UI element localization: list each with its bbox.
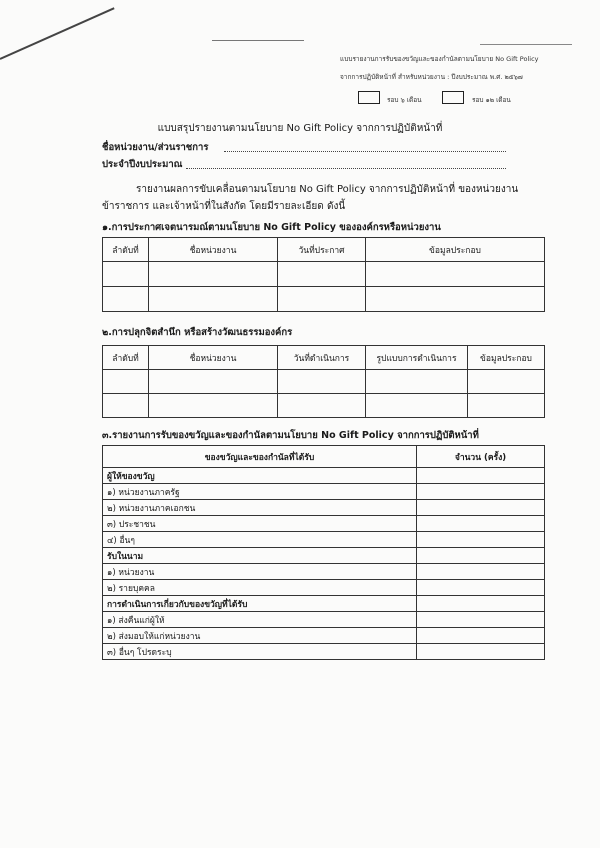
s1-col-date: วันที่ประกาศ bbox=[278, 238, 366, 262]
agency-field-line[interactable] bbox=[224, 151, 506, 152]
s3-col-gift: ของขวัญและของกำนัลที่ได้รับ bbox=[103, 446, 417, 468]
table-row bbox=[103, 532, 545, 548]
section2-heading: ๒.การปลุกจิตสำนึก หรือสร้างวัฒนธรรมองค์กร bbox=[102, 327, 293, 338]
s3-row-label: รับในนาม bbox=[103, 548, 417, 564]
s2-col-date: วันที่ดำเนินการ bbox=[278, 346, 366, 370]
header-line-2: จากการปฏิบัติหน้าที่ สำหรับหน่วยงาน : ปีงบประมาณ พ.ศ. ๒๕๖๗ bbox=[340, 73, 523, 81]
fiscal-field-line[interactable] bbox=[186, 168, 506, 169]
fiscal-field-label: ประจำปีงบประมาณ bbox=[102, 159, 183, 170]
s1-col-no: ลำดับที่ bbox=[103, 238, 149, 262]
table-row bbox=[103, 516, 545, 532]
table-row bbox=[103, 596, 545, 612]
round12-label: รอบ ๑๒ เดือน bbox=[472, 96, 511, 104]
round12-checkbox[interactable] bbox=[442, 91, 464, 104]
table-row bbox=[103, 484, 545, 500]
s1-col-agency: ชื่อหน่วยงาน bbox=[149, 238, 278, 262]
section1-table bbox=[102, 237, 545, 312]
intro-line-2: ข้าราชการ และเจ้าหน้าที่ในสังกัด โดยมีรายละเอียด ดังนี้ bbox=[102, 201, 346, 212]
top-rule-right bbox=[480, 44, 572, 45]
s2-col-format: รูปแบบการดำเนินการ bbox=[366, 346, 468, 370]
s3-row-label: ๒) หน่วยงานภาคเอกชน bbox=[103, 500, 417, 516]
s3-row-label: ๑) ส่งคืนแก่ผู้ให้ bbox=[103, 612, 417, 628]
section2-table bbox=[102, 345, 545, 418]
table-row bbox=[103, 580, 545, 596]
table-row bbox=[103, 548, 545, 564]
section1-heading: ๑.การประกาศเจตนารมณ์ตามนโยบาย No Gift Policy ขององค์กรหรือหน่วยงาน bbox=[102, 222, 441, 233]
s3-row-label: ๓) ประชาชน bbox=[103, 516, 417, 532]
table-row bbox=[103, 370, 545, 394]
s3-row-label: ๑) หน่วยงานภาครัฐ bbox=[103, 484, 417, 500]
s2-col-info: ข้อมูลประกอบ bbox=[468, 346, 545, 370]
table-row bbox=[103, 394, 545, 418]
table-row bbox=[103, 564, 545, 580]
s3-row-label: การดำเนินการเกี่ยวกับของขวัญที่ได้รับ bbox=[103, 596, 417, 612]
s3-row-label: ผู้ให้ของขวัญ bbox=[103, 468, 417, 484]
s1-col-info: ข้อมูลประกอบ bbox=[366, 238, 545, 262]
s3-col-count: จำนวน (ครั้ง) bbox=[417, 446, 545, 468]
header-line-1: แบบรายงานการรับของขวัญและของกำนัลตามนโยบาย No Gift Policy bbox=[340, 55, 539, 63]
table-row bbox=[103, 500, 545, 516]
s3-row-label: ๓) อื่นๆ โปรดระบุ bbox=[103, 644, 417, 660]
table-row bbox=[103, 628, 545, 644]
s2-col-no: ลำดับที่ bbox=[103, 346, 149, 370]
table-row bbox=[103, 612, 545, 628]
round6-checkbox[interactable] bbox=[358, 91, 380, 104]
intro-line-1: รายงานผลการขับเคลื่อนตามนโยบาย No Gift Policy จากการปฏิบัติหน้าที่ ของหน่วยงาน bbox=[136, 184, 519, 195]
s3-row-label: ๑) หน่วยงาน bbox=[103, 564, 417, 580]
section3-table bbox=[102, 445, 545, 660]
table-row bbox=[103, 287, 545, 312]
scan-stroke-mark bbox=[0, 7, 115, 60]
table-row bbox=[103, 262, 545, 287]
s2-col-agency: ชื่อหน่วยงาน bbox=[149, 346, 278, 370]
table-row bbox=[103, 644, 545, 660]
s3-row-label: ๒) รายบุคคล bbox=[103, 580, 417, 596]
page-title: แบบสรุปรายงานตามนโยบาย No Gift Policy จากการปฏิบัติหน้าที่ bbox=[157, 123, 443, 134]
agency-field-label: ชื่อหน่วยงาน/ส่วนราชการ bbox=[102, 142, 209, 153]
section3-heading: ๓.รายงานการรับของขวัญและของกำนัลตามนโยบาย No Gift Policy จากการปฏิบัติหน้าที่ bbox=[102, 430, 479, 441]
table-row bbox=[103, 468, 545, 484]
top-rule-left bbox=[212, 40, 304, 41]
s3-row-label: ๔) อื่นๆ bbox=[103, 532, 417, 548]
s3-row-label: ๒) ส่งมอบให้แก่หน่วยงาน bbox=[103, 628, 417, 644]
round6-label: รอบ ๖ เดือน bbox=[387, 96, 422, 104]
